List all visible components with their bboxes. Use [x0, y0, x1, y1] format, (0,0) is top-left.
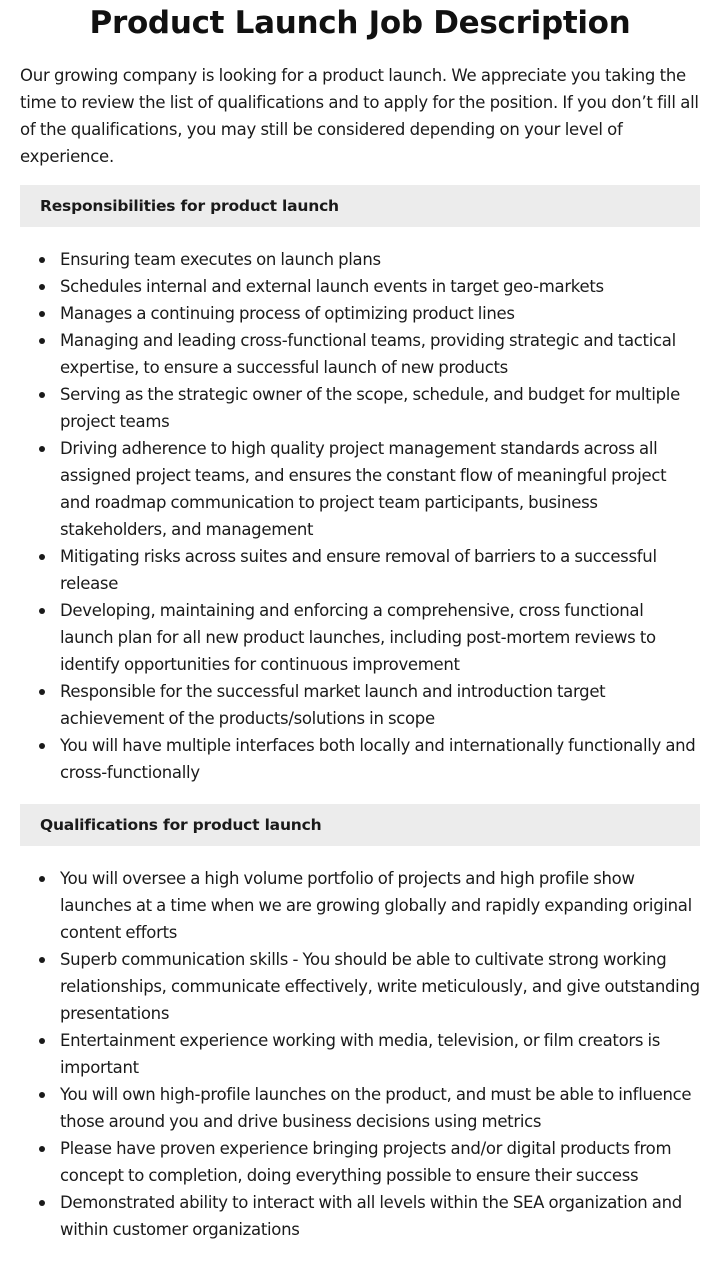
list-item-text: Schedules internal and external launch events in target geo-markets: [60, 277, 604, 296]
qualifications-list: [20, 865, 700, 1243]
bullet-icon: [39, 689, 45, 695]
list-item-text: Responsible for the successful market launch and introduction target achievement of the products/solutions in scope: [60, 682, 606, 728]
responsibilities-list: [20, 246, 700, 786]
bullet-icon: [39, 1200, 45, 1206]
bullet-icon: [39, 876, 45, 882]
bullet-icon: [39, 957, 45, 963]
list-item: [20, 381, 700, 435]
list-item: [20, 1189, 700, 1243]
list-item: [20, 946, 700, 1027]
list-item: [20, 1135, 700, 1189]
list-item-text: You will have multiple interfaces both locally and internationally functionally and cross-functionally: [60, 736, 696, 782]
page-title: Product Launch Job Description: [89, 5, 631, 41]
list-item: [20, 300, 700, 327]
list-item-text: Serving as the strategic owner of the scope, schedule, and budget for multiple project teams: [60, 385, 680, 431]
list-item-text: You will own high-profile launches on the product, and must be able to influence those around you and drive business decisions using metrics: [60, 1085, 692, 1131]
list-item: [20, 246, 700, 273]
bullet-icon: [39, 554, 45, 560]
bullet-icon: [39, 338, 45, 344]
list-item: [20, 1027, 700, 1081]
list-item-text: You will oversee a high volume portfolio of projects and high profile show launches at a time when we are growing globally and rapidly expanding original content efforts: [60, 869, 692, 942]
list-item: [20, 327, 700, 381]
list-item-text: Ensuring team executes on launch plans: [60, 250, 381, 269]
list-item: [20, 678, 700, 732]
intro-paragraph: Our growing company is looking for a product launch. We appreciate you taking the time to review the list of qualifications and to apply for the position. If you don’t fill all of the qualifications, you may still be considered depending on your level of experience.: [20, 66, 699, 166]
list-item-text: Driving adherence to high quality project management standards across all assigned project teams, and ensures the constant flow of meaningful project and roadmap communication to project team participants, business stakeholders, and management: [60, 439, 667, 539]
responsibilities-heading: Responsibilities for product launch: [20, 185, 700, 227]
bullet-icon: [39, 1146, 45, 1152]
list-item: [20, 732, 700, 786]
bullet-icon: [39, 1092, 45, 1098]
bullet-icon: [39, 608, 45, 614]
list-item-text: Please have proven experience bringing projects and/or digital products from concept to completion, doing everything possible to ensure their success: [60, 1139, 672, 1185]
bullet-icon: [39, 392, 45, 398]
list-item: [20, 865, 700, 946]
list-item-text: Demonstrated ability to interact with all levels within the SEA organization and within customer organizations: [60, 1193, 682, 1239]
bullet-icon: [39, 1038, 45, 1044]
list-item-text: Mitigating risks across suites and ensure removal of barriers to a successful release: [60, 547, 657, 593]
list-item-text: Developing, maintaining and enforcing a comprehensive, cross functional launch plan for all new product launches, including post-mortem reviews to identify opportunities for continuous improvement: [60, 601, 656, 674]
bullet-icon: [39, 284, 45, 290]
list-item: [20, 1081, 700, 1135]
qualifications-heading: Qualifications for product launch: [20, 804, 700, 846]
list-item-text: Manages a continuing process of optimizing product lines: [60, 304, 515, 323]
list-item: [20, 435, 700, 543]
bullet-icon: [39, 743, 45, 749]
list-item-text: Managing and leading cross-functional teams, providing strategic and tactical expertise, to ensure a successful launch of new products: [60, 331, 676, 377]
bullet-icon: [39, 311, 45, 317]
list-item: [20, 597, 700, 678]
bullet-icon: [39, 257, 45, 263]
list-item-text: Entertainment experience working with media, television, or film creators is important: [60, 1031, 661, 1077]
list-item-text: Superb communication skills - You should be able to cultivate strong working relationships, communicate effectively, write meticulously, and give outstanding presentations: [60, 950, 700, 1023]
list-item: [20, 543, 700, 597]
list-item: [20, 273, 700, 300]
bullet-icon: [39, 446, 45, 452]
